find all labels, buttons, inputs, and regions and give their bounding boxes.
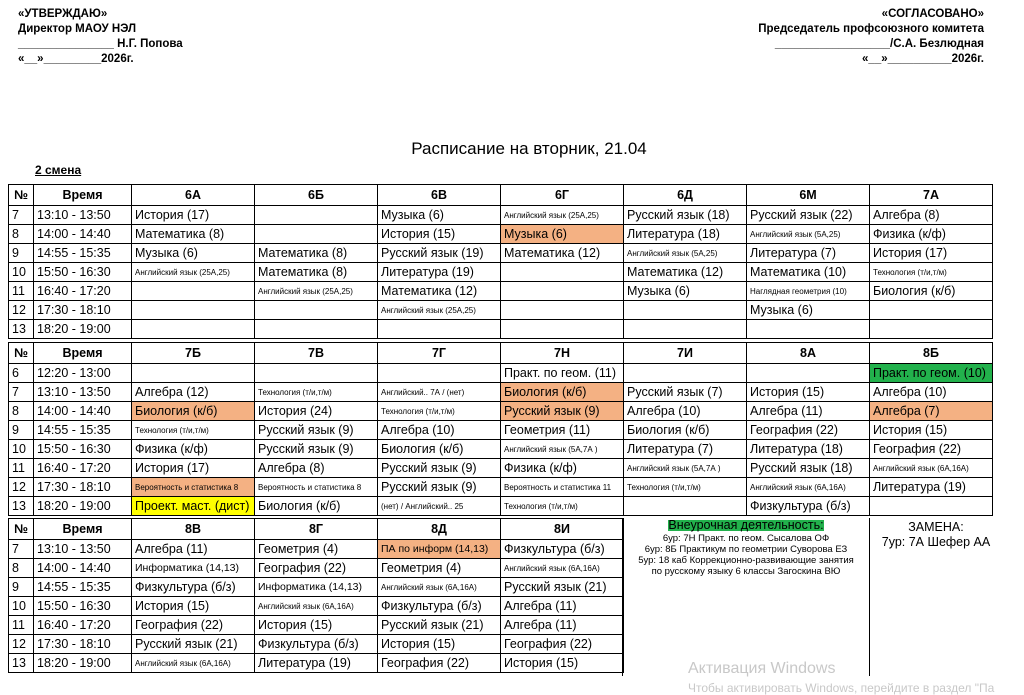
lesson-time: 17:30 - 18:10 [34,635,132,654]
empty-cell [255,225,378,244]
lesson-cell: История (15) [255,616,378,635]
header-class: 8Б [870,343,993,364]
lesson-cell: Английский язык (25А,25) [378,301,501,320]
lesson-cell: Английский язык (5А,7А ) [501,440,624,459]
lesson-cell: История (15) [132,597,255,616]
header-class: 6М [747,185,870,206]
lesson-number: 7 [9,206,34,225]
lesson-time: 12:20 - 13:00 [34,364,132,383]
lesson-cell: Алгебра (11) [747,402,870,421]
lesson-number: 6 [9,364,34,383]
table-row [9,383,993,402]
lesson-number: 9 [9,421,34,440]
table-row [9,540,624,559]
approval-date: «__»_________2026г. [18,53,134,65]
header-class: 6А [132,185,255,206]
lesson-time: 15:50 - 16:30 [34,440,132,459]
table-row [9,282,993,301]
lesson-cell: Наглядная геометрия (10) [747,282,870,301]
lesson-cell: География (22) [870,440,993,459]
lesson-number: 7 [9,383,34,402]
lesson-cell: Математика (12) [378,282,501,301]
lesson-cell: Алгебра (10) [870,383,993,402]
agreement-date: «__»__________2026г. [862,53,984,65]
lesson-cell: Английский язык (6А,16А) [255,597,378,616]
schedule-table-grade6 [8,184,993,339]
lesson-time: 14:55 - 15:35 [34,244,132,263]
empty-cell [624,364,747,383]
lesson-cell: Геометрия (11) [501,421,624,440]
lesson-cell: Технология (т/и,т/м) [255,383,378,402]
table-row [9,402,993,421]
lesson-time: 15:50 - 16:30 [34,597,132,616]
lesson-time: 13:10 - 13:50 [34,383,132,402]
table-row [9,301,993,320]
lesson-time: 18:20 - 19:00 [34,320,132,339]
lesson-cell: История (15) [378,635,501,654]
lesson-cell: Практ. по геом. (11) [501,364,624,383]
table-row [9,320,993,339]
header-class: 7В [255,343,378,364]
lesson-cell: История (15) [501,654,624,673]
table-row [9,440,993,459]
lesson-cell: Музыка (6) [501,225,624,244]
lesson-cell: Физика (к/ф) [870,225,993,244]
lesson-cell: Английский.. 7А / (нет) [378,383,501,402]
empty-cell [501,301,624,320]
extracurricular-title: Внеурочная деятельность: [668,518,824,532]
lesson-cell: Информатика (14,13) [255,578,378,597]
lesson-cell: Русский язык (21) [132,635,255,654]
lesson-cell: Алгебра (10) [378,421,501,440]
lesson-cell: География (22) [255,559,378,578]
table-row [9,616,624,635]
lesson-time: 14:00 - 14:40 [34,225,132,244]
lesson-cell: Проект. маст. (дист) [132,497,255,516]
empty-cell [132,364,255,383]
lesson-cell: История (15) [747,383,870,402]
empty-cell [870,301,993,320]
table-row [9,478,993,497]
empty-cell [501,320,624,339]
extracurricular-line: 6ур: 7Н Практ. по геом. Сысалова ОФ [662,533,830,544]
page-title: Расписание на вторник, 21.04 [411,139,647,158]
lesson-number: 13 [9,320,34,339]
lesson-cell: Алгебра (12) [132,383,255,402]
lesson-cell: Русский язык (9) [255,440,378,459]
lesson-cell: Русский язык (9) [501,402,624,421]
shift-label: 2 смена [35,163,82,177]
empty-cell [870,320,993,339]
header-class: 7Г [378,343,501,364]
table-row [9,635,624,654]
header-number: № [9,185,34,206]
lesson-number: 9 [9,244,34,263]
lesson-cell: Английский язык (5А,25) [624,244,747,263]
lesson-time: 13:10 - 13:50 [34,540,132,559]
lesson-cell: Музыка (6) [132,244,255,263]
empty-cell [747,320,870,339]
lesson-cell: Физика (к/ф) [132,440,255,459]
lesson-cell: Литература (19) [255,654,378,673]
watermark-title: Активация Windows [688,660,836,677]
lesson-time: 16:40 - 17:20 [34,459,132,478]
schedule-table-grade8 [8,518,624,673]
lesson-cell: Вероятность и статистика 11 [501,478,624,497]
lesson-time: 14:00 - 14:40 [34,402,132,421]
lesson-cell: Геометрия (4) [255,540,378,559]
lesson-cell: География (22) [501,635,624,654]
empty-cell [255,301,378,320]
table-row [9,206,993,225]
lesson-cell: Литература (18) [624,225,747,244]
approval-block [18,7,183,67]
lesson-time: 17:30 - 18:10 [34,478,132,497]
lesson-cell: История (17) [870,244,993,263]
empty-cell [501,263,624,282]
table-header-row [9,343,993,364]
schedule-table-grade7 [8,342,993,516]
lesson-cell: Биология (к/б) [870,282,993,301]
lesson-cell: Английский язык (25А,25) [255,282,378,301]
lesson-cell: Математика (8) [132,225,255,244]
lesson-cell: География (22) [132,616,255,635]
lesson-cell: Русский язык (22) [747,206,870,225]
lesson-cell: Биология (к/б) [624,421,747,440]
lesson-cell: Информатика (14,13) [132,559,255,578]
substitution-title: ЗАМЕНА: [908,520,964,534]
lesson-cell: Литература (7) [747,244,870,263]
agreement-block [758,7,984,67]
lesson-cell: Музыка (6) [747,301,870,320]
lesson-cell: Технология (т/и,т/м) [870,263,993,282]
substitution-block [870,520,1002,550]
lesson-cell: Физкультура (б/з) [255,635,378,654]
lesson-cell: История (17) [132,206,255,225]
lesson-cell: Физика (к/ф) [501,459,624,478]
lesson-number: 12 [9,635,34,654]
lesson-cell: Английский язык (5А,7А ) [624,459,747,478]
extracurricular-block [622,518,870,676]
lesson-number: 10 [9,597,34,616]
header-number: № [9,519,34,540]
header-class: 6Б [255,185,378,206]
watermark-subtitle: Чтобы активировать Windows, перейдите в раздел "Па [688,681,995,695]
empty-cell [624,320,747,339]
lesson-cell: Английский язык (25А,25) [132,263,255,282]
header-class: 7Н [501,343,624,364]
lesson-number: 12 [9,301,34,320]
lesson-time: 18:20 - 19:00 [34,497,132,516]
empty-cell [255,364,378,383]
lesson-cell: Русский язык (9) [378,478,501,497]
lesson-number: 11 [9,459,34,478]
lesson-cell: Технология (т/и,т/м) [501,497,624,516]
lesson-number: 13 [9,497,34,516]
lesson-cell: Алгебра (11) [501,616,624,635]
lesson-number: 8 [9,402,34,421]
lesson-time: 13:10 - 13:50 [34,206,132,225]
lesson-time: 16:40 - 17:20 [34,616,132,635]
lesson-cell: Биология (к/б) [255,497,378,516]
lesson-cell: География (22) [747,421,870,440]
lesson-cell: Физкультура (б/з) [747,497,870,516]
lesson-cell: Геометрия (4) [378,559,501,578]
lesson-cell: История (24) [255,402,378,421]
empty-cell [624,301,747,320]
header-class: 7И [624,343,747,364]
lesson-cell: Алгебра (11) [501,597,624,616]
substitution-line: 7ур: 7А Шефер АА [881,535,991,549]
lesson-cell: История (17) [132,459,255,478]
header-class: 7А [870,185,993,206]
lesson-cell: Английский язык (5А,25) [747,225,870,244]
header-class: 6Д [624,185,747,206]
lesson-cell: География (22) [378,654,501,673]
lesson-cell: Математика (12) [624,263,747,282]
extracurricular-line: 6ур: 8Б Практикум по геометрии Суворова ЕЗ [644,544,848,555]
header-class: 6В [378,185,501,206]
lesson-cell: Технология (т/и,т/м) [624,478,747,497]
lesson-number: 8 [9,225,34,244]
lesson-cell: Алгебра (11) [132,540,255,559]
empty-cell [501,282,624,301]
lesson-cell: Русский язык (18) [747,459,870,478]
lesson-cell: Биология (к/б) [132,402,255,421]
lesson-cell: Технология (т/и,т/м) [132,421,255,440]
table-header-row [9,519,624,540]
lesson-cell: Математика (8) [255,263,378,282]
lesson-cell: Вероятность и статистика 8 [255,478,378,497]
lesson-cell: ПА по информ (14,13) [378,540,501,559]
lesson-cell: Математика (12) [501,244,624,263]
lesson-cell: Русский язык (18) [624,206,747,225]
header-class: 7Б [132,343,255,364]
lesson-number: 10 [9,440,34,459]
lesson-number: 10 [9,263,34,282]
table-row [9,364,993,383]
empty-cell [132,301,255,320]
header-time: Время [34,519,132,540]
lesson-number: 8 [9,559,34,578]
lesson-number: 12 [9,478,34,497]
lesson-cell: Музыка (6) [378,206,501,225]
lesson-time: 18:20 - 19:00 [34,654,132,673]
lesson-cell: Алгебра (8) [870,206,993,225]
lesson-cell: Математика (10) [747,263,870,282]
empty-cell [378,320,501,339]
header-class: 6Г [501,185,624,206]
empty-cell [255,206,378,225]
lesson-cell: Русский язык (9) [378,459,501,478]
activation-watermark [688,660,994,695]
extracurricular-line: по русскому языку 6 классы Загоскина ВЮ [651,566,841,577]
lesson-cell: Английский язык (6А,16А) [378,578,501,597]
header-class: 8А [747,343,870,364]
lesson-cell: Математика (8) [255,244,378,263]
empty-cell [132,282,255,301]
lesson-time: 17:30 - 18:10 [34,301,132,320]
lesson-number: 13 [9,654,34,673]
header-time: Время [34,343,132,364]
lesson-number: 11 [9,282,34,301]
lesson-cell: Русский язык (9) [255,421,378,440]
empty-cell [624,497,747,516]
lesson-cell: Физкультура (б/з) [132,578,255,597]
agreement-title: «СОГЛАСОВАНО» [881,8,984,20]
lesson-cell: Алгебра (10) [624,402,747,421]
lesson-number: 7 [9,540,34,559]
empty-cell [747,364,870,383]
table-row [9,497,993,516]
lesson-cell: Вероятность и статистика 8 [132,478,255,497]
lesson-cell: История (15) [870,421,993,440]
lesson-number: 11 [9,616,34,635]
table-row [9,225,993,244]
lesson-cell: Физкультура (б/з) [501,540,624,559]
empty-cell [378,364,501,383]
lesson-cell: Английский язык (6А,16А) [870,459,993,478]
lesson-cell: Биология (к/б) [501,383,624,402]
table-row [9,263,993,282]
header-class: 8Г [255,519,378,540]
lesson-cell: Русский язык (21) [501,578,624,597]
lesson-cell: Технология (т/и,т/м) [378,402,501,421]
lesson-cell: Алгебра (8) [255,459,378,478]
lesson-cell: Русский язык (19) [378,244,501,263]
table-row [9,597,624,616]
lesson-cell: Литература (19) [378,263,501,282]
lesson-cell: Алгебра (7) [870,402,993,421]
lesson-cell: История (15) [378,225,501,244]
lesson-time: 14:55 - 15:35 [34,421,132,440]
approval-title: «УТВЕРЖДАЮ» [18,8,108,20]
lesson-number: 9 [9,578,34,597]
lesson-cell: Практ. по геом. (10) [870,364,993,383]
lesson-cell: Английский язык (25А,25) [501,206,624,225]
lesson-time: 14:55 - 15:35 [34,578,132,597]
extracurricular-line: 5ур: 18 каб Коррекционно-развивающие занятия [638,555,854,566]
header-class: 8В [132,519,255,540]
lesson-time: 16:40 - 17:20 [34,282,132,301]
lesson-time: 14:00 - 14:40 [34,559,132,578]
lesson-cell: Английский язык (6А,16А) [747,478,870,497]
lesson-cell: Английский язык (6А,16А) [501,559,624,578]
lesson-cell: (нет) / Английский.. 25 [378,497,501,516]
table-header-row [9,185,993,206]
approval-position: Директор МАОУ НЭЛ [18,23,137,35]
lesson-cell: Литература (7) [624,440,747,459]
table-row [9,559,624,578]
table-row [9,244,993,263]
lesson-cell: Русский язык (21) [378,616,501,635]
agreement-signature: __________________/С.А. Безлюдная [774,38,984,50]
lesson-cell: Литература (18) [747,440,870,459]
header-class: 8Д [378,519,501,540]
header-class: 8И [501,519,624,540]
lesson-cell: Английский язык (6А,16А) [132,654,255,673]
table-row [9,654,624,673]
lesson-cell: Физкультура (б/з) [378,597,501,616]
empty-cell [870,497,993,516]
header-number: № [9,343,34,364]
table-row [9,459,993,478]
agreement-position: Председатель профсоюзного комитета [758,23,984,35]
empty-cell [255,320,378,339]
table-row [9,578,624,597]
lesson-cell: Литература (19) [870,478,993,497]
lesson-cell: Музыка (6) [624,282,747,301]
lesson-cell: Биология (к/б) [378,440,501,459]
header-time: Время [34,185,132,206]
empty-cell [132,320,255,339]
table-row [9,421,993,440]
lesson-time: 15:50 - 16:30 [34,263,132,282]
approval-signature: _______________ Н.Г. Попова [18,38,183,50]
lesson-cell: Русский язык (7) [624,383,747,402]
